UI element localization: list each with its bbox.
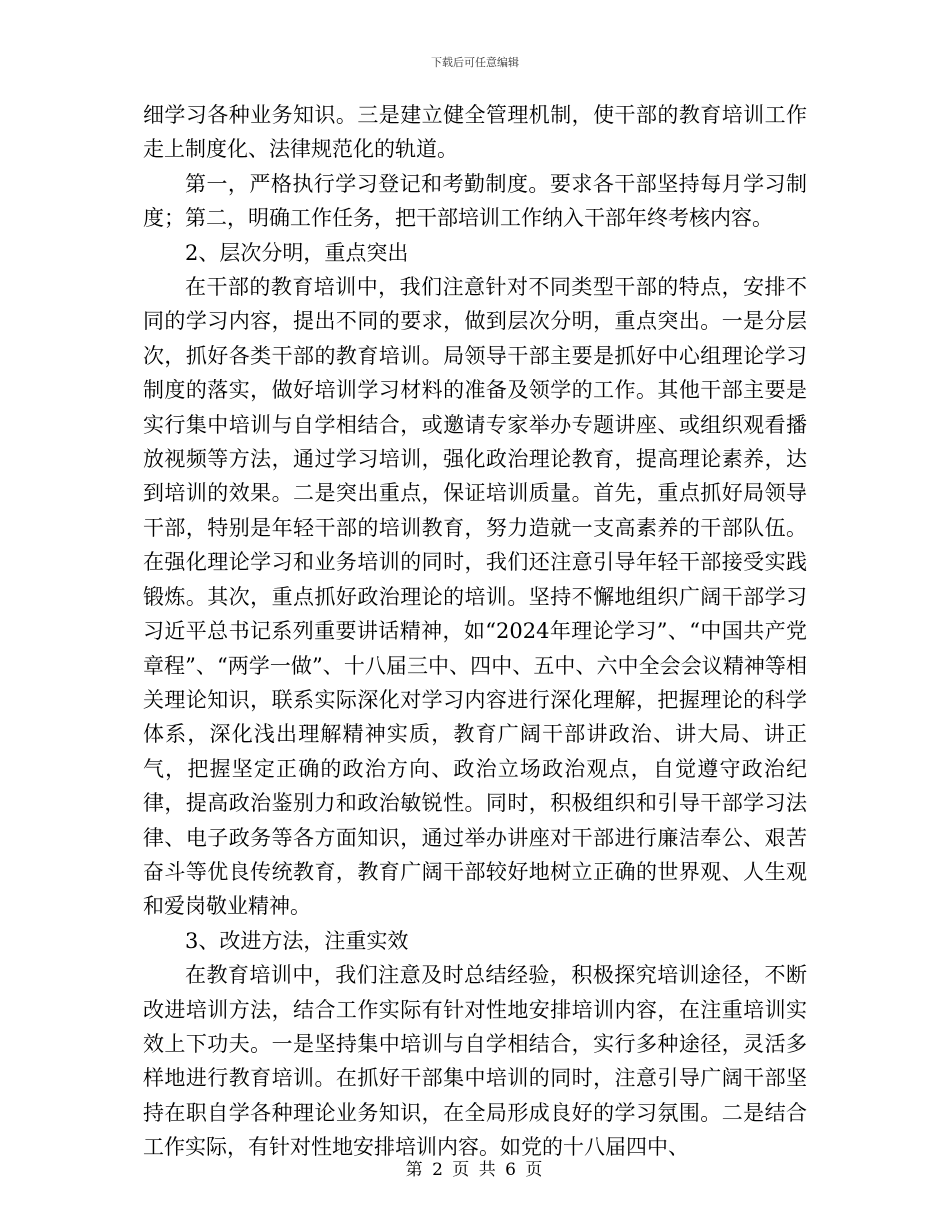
paragraph: 在教育培训中，我们注意及时总结经验，积极探究培训途径，不断改进培训方法，结合工作实际有针对性地安排培训内容，在注重培训实效上下功夫。一是坚持集中培训与自学相结合，实行多种途径，灵活多样地进行教育培训。在抓好干部集中培训的同时，注意引导广阔干部坚持在职自学各种理论业务知识，在全局形成良好的学习氛围。二是结合工作实际，有针对性地安排培训内容。如党的十八届四中、: [143, 963, 807, 1160]
paragraph: 在干部的教育培训中，我们注意针对不同类型干部的特点，安排不同的学习内容，提出不同的要求，做到层次分明，重点突出。一是分层次，抓好各类干部的教育培训。局领导干部主要是抓好中心组理论学习制度的落实，做好培训学习材料的准备及领学的工作。其他干部主要是实行集中培训与自学相结合，或邀请专家举办专题讲座、或组织观看播放视频等方法，通过学习培训，强化政治理论教育，提高理论素养，达到培训的效果。二是突出重点，保证培训质量。首先，重点抓好局领导干部，特别是年轻干部的培训教育，努力造就一支高素养的干部队伍。在强化理论学习和业务培训的同时，我们还注意引导年轻干部接受实践锻炼。其次，重点抓好政治理论的培训。坚持不懈地组织广阔干部学习习近平总书记系列重要讲话精神，如“2024年理论学习”、“中国共产党章程”、“两学一做”、十八届三中、四中、五中、六中全会会议精神等相关理论知识，联系实际深化对学习内容进行深化理解，把握理论的科学体系，深化浅出理解精神实质，教育广阔干部讲政治、讲大局、讲正气，把握坚定正确的政治方向、政治立场政治观点，自觉遵守政治纪律，提高政治鉴别力和政治敏锐性。同时，积极组织和引导干部学习法律、电子政务等各方面知识，通过举办讲座对干部进行廉洁奉公、艰苦奋斗等优良传统教育，教育广阔干部较好地树立正确的世界观、人生观和爱岗敬业精神。: [143, 275, 807, 919]
document-body: [143, 98, 807, 1165]
paragraph: 第一，严格执行学习登记和考勤制度。要求各干部坚持每月学习制度；第二，明确工作任务，把干部培训工作纳入干部年终考核内容。: [143, 171, 807, 231]
page-header: 下载后可任意编辑: [431, 56, 519, 69]
page-number-footer: 第 2 页 共 6 页: [405, 1160, 545, 1180]
section-heading: 3、改进方法，注重实效: [185, 928, 409, 953]
paragraph-continuation: 细学习各种业务知识。三是建立健全管理机制，使干部的教育培训工作走上制度化、法律规范化的轨道。: [143, 103, 807, 162]
section-heading: 2、层次分明，重点突出: [185, 240, 409, 265]
